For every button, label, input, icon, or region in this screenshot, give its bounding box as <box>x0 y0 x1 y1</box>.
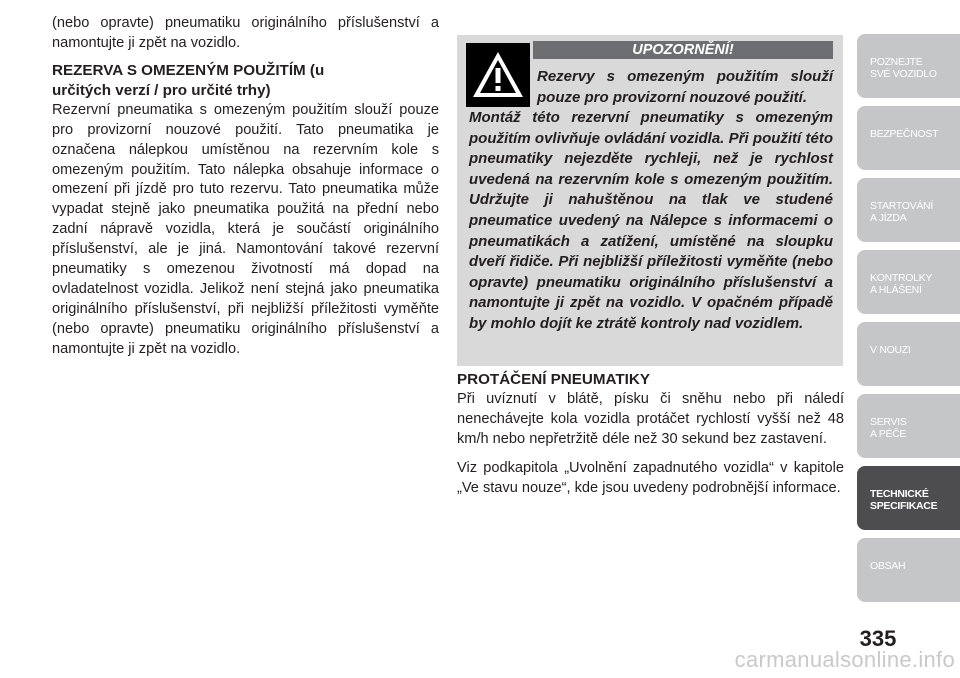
tab-kontrolky-a-hlaseni[interactable]: KONTROLKY A HLÁŠENÍ <box>857 250 960 314</box>
tab-v-nouzi[interactable]: V NOUZI <box>857 322 960 386</box>
left-column <box>52 14 439 360</box>
tab-obsah[interactable]: OBSAH <box>857 538 960 602</box>
section-heading-limited-spare <box>52 61 439 101</box>
tab-startovani-a-jizda[interactable]: STARTOVÁNÍ A JÍZDA <box>857 178 960 242</box>
warning-body-text: Montáž této rezervní pneumatiky s omezeným použitím ovlivňuje ovládání vozidla. Při použití této pneumatiky nejezděte rychleji, než je rychlost uvedená na rezervním kole s omezeným použitím. Udržujte ji nahuštěnou na tlak ve studené pneumatice uvedený na Nálepce s informacemi o pneumatikách a zatížení, umístěné na sloupku dveří řidiče. Při nejbližší příležitosti vyměňte (nebo opravte) pneumatiku originálního příslušenství a namontujte ji zpět na vozidlo. V opačném případě by mohlo dojít ke ztrátě kontroly nad vozidlem. <box>469 109 833 332</box>
warning-box <box>457 35 843 366</box>
reference-paragraph: Viz podkapitola „Uvolnění zapadnutého vozidla“ v kapitole „Ve stavu nouze“, kde jsou uvedeny podrobnější informace. <box>457 459 844 496</box>
right-column <box>457 370 844 499</box>
tab-bezpecnost[interactable]: BEZPEČNOST <box>857 106 960 170</box>
heading-line-1: REZERVA S OMEZENÝM POUŽITÍM (u <box>52 61 325 79</box>
heading-line-2: určitých verzí / pro určité trhy) <box>52 81 271 99</box>
tire-spinning-paragraph: Při uvíznutí v blátě, písku či sněhu nebo při náledí nenechávejte kola vozidla protáčet rychlostí vyšší než 48 km/h nebo nepřetržitě déle než 30 sekund bez zastavení. <box>457 391 844 447</box>
limited-spare-paragraph: Rezervní pneumatika s omezeným použitím slouží pouze pro provizorní nouzové použití. Tato pneumatika je označena nálepkou umístěnou na rezervním kole s omezeným použitím. Tato nálepka obsahuje informace o omezení při jízdě pro tuto rezervu. Tato pneumatika může vypadat stejně jako pneumatika použitá na přední nebo zadní nápravě vozidla, která je součástí originálního příslušenství, ale je jiná. Namontování takové rezervní pneumatiky s omezenou životností má dopad na ovladatelnost vozidla. Jelikož není stejná jako pneumatika originálního příslušenství, při nejbližší příležitosti vyměňte (nebo opravte) pneumatiku originálního příslušenství a namontujte ji zpět na vozidlo. <box>52 101 439 357</box>
tab-technicke-specifikace[interactable]: TECHNICKÉ SPECIFIKACE <box>857 466 960 530</box>
watermark: carmanualsonline.info <box>734 647 955 672</box>
section-heading-tire-spinning: PROTÁČENÍ PNEUMATIKY <box>457 371 650 388</box>
warning-lead-text: Rezervy s omezeným použitím slouží pouze pro provizorní nouzové použití. <box>537 68 833 106</box>
warning-triangle-icon <box>466 43 530 107</box>
tab-poznejte-sve-vozidlo[interactable]: POZNEJTE SVÉ VOZIDLO <box>857 34 960 98</box>
intro-paragraph: (nebo opravte) pneumatiku originálního příslušenství a namontujte ji zpět na vozidlo. <box>52 15 439 51</box>
tab-servis-a-pece[interactable]: SERVIS A PÉČE <box>857 394 960 458</box>
warning-title: UPOZORNĚNÍ! <box>533 41 833 59</box>
chapter-tabs <box>857 34 960 610</box>
page-number: 335 <box>859 626 897 651</box>
